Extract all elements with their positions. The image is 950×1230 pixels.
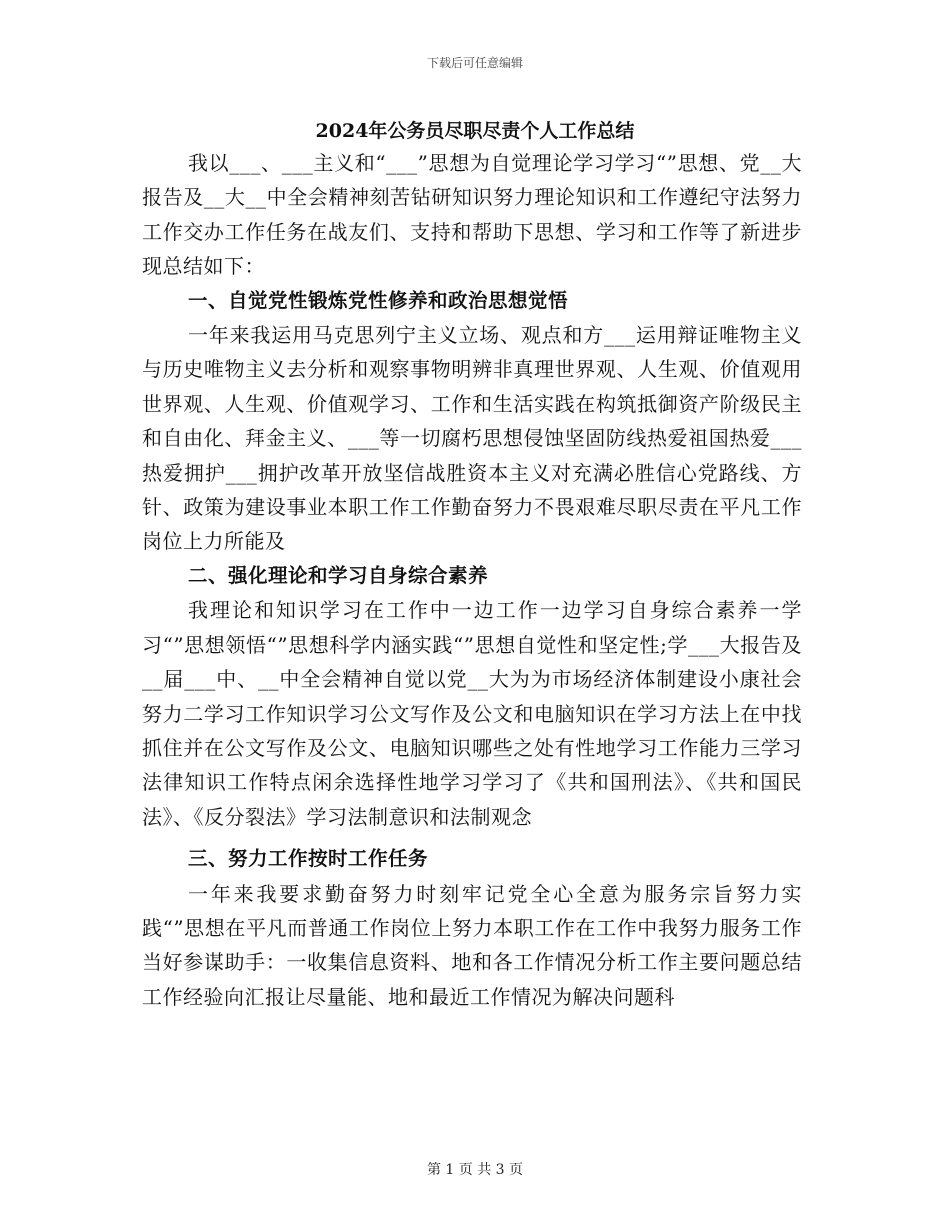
document-body (142, 146, 802, 1014)
intro-paragraph: 我以___、___主义和“___”思想为自觉理论学习学习“”思想、党__大报告及__大__中全会精神刻苦钻研知识努力理论知识和工作遵纪守法努力工作交办工作任务在战友们、支持和帮助下思想、学习和工作等了新进步现总结如下： (142, 151, 802, 279)
page-header-note: 下载后可任意编辑 (426, 56, 523, 70)
section-3-heading: 三、努力工作按时工作任务 (188, 847, 429, 871)
section-1-heading: 一、自觉党性锻炼党性修养和政治思想觉悟 (188, 288, 569, 312)
page-number: 第 1 页 共 3 页 (426, 1162, 524, 1178)
section-2-heading: 二、强化理论和学习自身综合素养 (188, 563, 489, 587)
document-title: 2024年公务员尽职尽责个人工作总结 (315, 120, 635, 142)
section-3-paragraph: 一年来我要求勤奋努力时刻牢记党全心全意为服务宗旨努力实践“”思想在平凡而普通工作岗位上努力本职工作在工作中我努力服务工作当好参谋助手：一收集信息资料、地和各工作情况分析工作主要问题总结工作经验向汇报让尽量能、地和最近工作情况为解决问题科 (142, 881, 802, 1009)
section-2-paragraph: 我理论和知识学习在工作中一边工作一边学习自身综合素养一学习“”思想领悟“”思想科学内涵实践“”思想自觉性和坚定性;学___大报告及__届___中、__中全会精神自觉以党__大为为市场经济体制建设小康社会努力二学习工作知识学习公文写作及公文和电脑知识在学习方法上在中找抓住并在公文写作及公文、电脑知识哪些之处有性地学习工作能力三学习法律知识工作特点闲余选择性地学习学习了《共和国刑法》、《共和国民法》、《反分裂法》学习法制意识和法制观念 (142, 598, 802, 829)
section-1-paragraph: 一年来我运用马克思列宁主义立场、观点和方___运用辩证唯物主义与历史唯物主义去分析和观察事物明辨非真理世界观、人生观、价值观用世界观、人生观、价值观学习、工作和生活实践在构筑抵御资产阶级民主和自由化、拜金主义、___等一切腐朽思想侵蚀坚固防线热爱祖国热爱___热爱拥护___拥护改革开放坚信战胜资本主义对充满必胜信心党路线、方针、政策为建设事业本职工作工作勤奋努力不畏艰难尽职尽责在平凡工作岗位上力所能及 (142, 323, 802, 554)
